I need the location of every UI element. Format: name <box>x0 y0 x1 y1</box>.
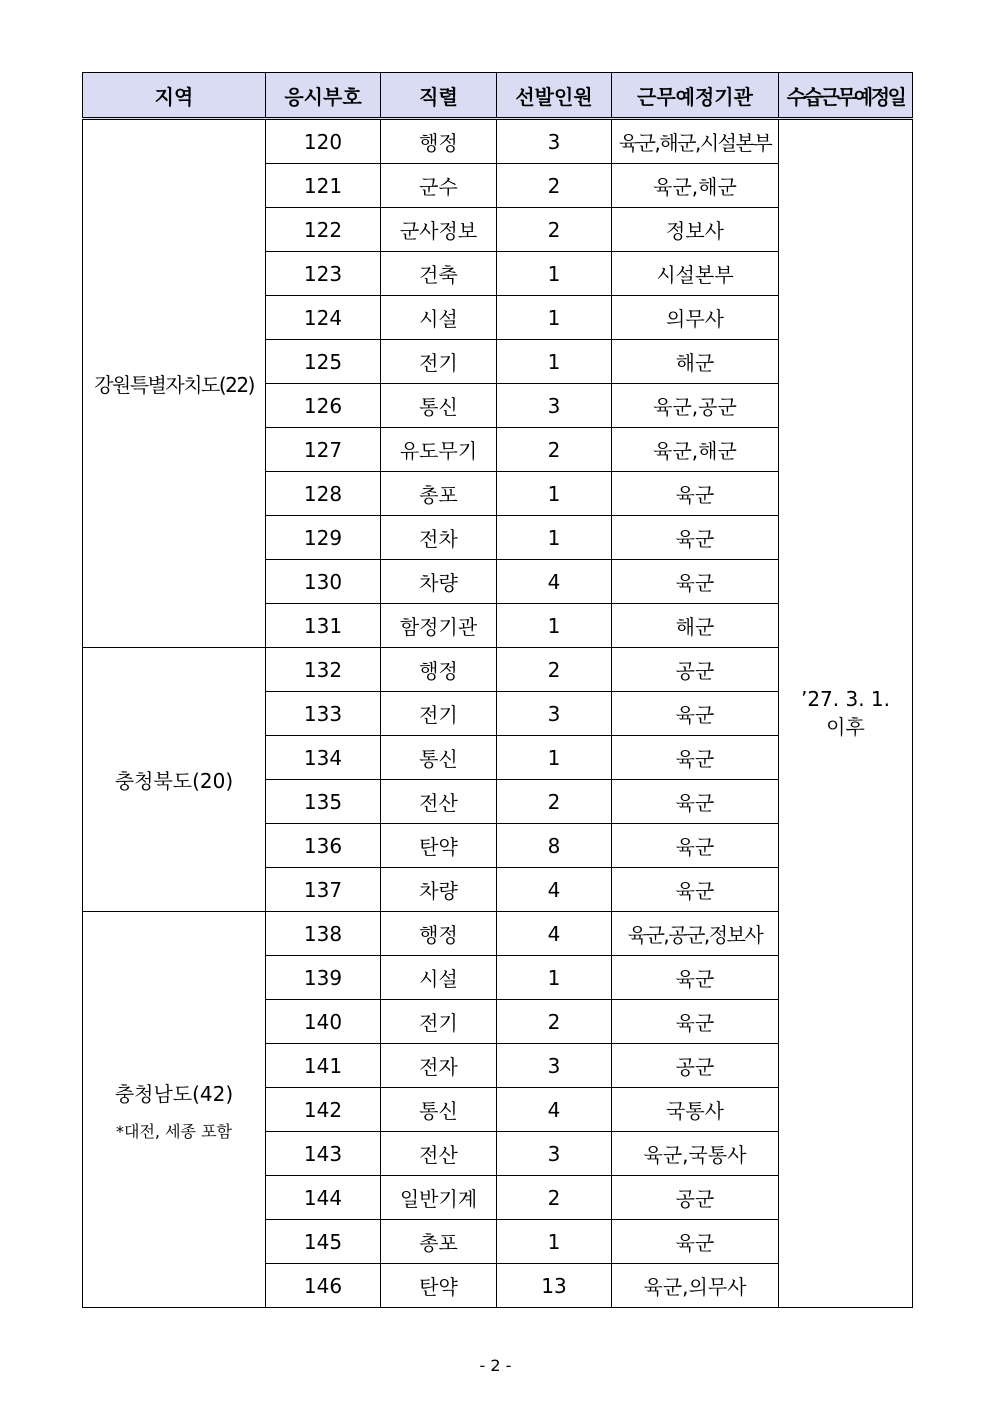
agency-cell: 육군,해군 <box>612 428 779 472</box>
job-series-cell: 전기 <box>381 340 497 384</box>
job-series-cell: 통신 <box>381 1088 497 1132</box>
job-series-cell: 전기 <box>381 1000 497 1044</box>
job-series-cell: 차량 <box>381 560 497 604</box>
exam-code-cell: 141 <box>266 1044 381 1088</box>
exam-code-cell: 139 <box>266 956 381 1000</box>
selection-count-cell: 1 <box>497 252 612 296</box>
selection-count-cell: 2 <box>497 1000 612 1044</box>
region-cell <box>83 119 266 648</box>
job-series-cell: 함정기관 <box>381 604 497 648</box>
exam-code-cell: 140 <box>266 1000 381 1044</box>
selection-count-cell: 8 <box>497 824 612 868</box>
agency-cell: 육군 <box>612 1000 779 1044</box>
agency-cell: 정보사 <box>612 208 779 252</box>
exam-code-cell: 126 <box>266 384 381 428</box>
selection-count-cell: 4 <box>497 868 612 912</box>
job-series-cell: 유도무기 <box>381 428 497 472</box>
job-series-cell: 통신 <box>381 384 497 428</box>
region-name: 충청남도(42) <box>114 1081 234 1106</box>
agency-cell: 육군 <box>612 736 779 780</box>
exam-code-cell: 127 <box>266 428 381 472</box>
exam-code-cell: 144 <box>266 1176 381 1220</box>
agency-cell: 육군,의무사 <box>612 1264 779 1308</box>
selection-count-cell: 4 <box>497 1088 612 1132</box>
agency-cell: 육군 <box>612 472 779 516</box>
selection-count-cell: 3 <box>497 384 612 428</box>
page-number: - 2 - <box>479 1356 512 1375</box>
agency-cell: 육군 <box>612 824 779 868</box>
agency-cell: 육군 <box>612 692 779 736</box>
job-series-cell: 전기 <box>381 692 497 736</box>
agency-cell: 해군 <box>612 340 779 384</box>
job-series-cell: 행정 <box>381 912 497 956</box>
selection-count-cell: 4 <box>497 912 612 956</box>
exam-code-cell: 124 <box>266 296 381 340</box>
header-region: 지역 <box>83 73 266 119</box>
region-name: 충청북도(20) <box>114 769 234 793</box>
agency-cell: 육군 <box>612 956 779 1000</box>
agency-cell: 의무사 <box>612 296 779 340</box>
start-date-suffix: 이후 <box>826 715 865 739</box>
selection-count-cell: 1 <box>497 296 612 340</box>
selection-count-cell: 2 <box>497 208 612 252</box>
agency-cell: 공군 <box>612 1044 779 1088</box>
exam-code-cell: 131 <box>266 604 381 648</box>
selection-count-cell: 1 <box>497 1220 612 1264</box>
exam-code-cell: 146 <box>266 1264 381 1308</box>
selection-count-cell: 1 <box>497 472 612 516</box>
exam-code-cell: 138 <box>266 912 381 956</box>
agency-cell: 해군 <box>612 604 779 648</box>
job-series-cell: 통신 <box>381 736 497 780</box>
selection-count-cell: 2 <box>497 164 612 208</box>
header-job-series: 직렬 <box>381 73 497 119</box>
agency-cell: 육군,해군,시설본부 <box>612 119 779 164</box>
exam-code-cell: 145 <box>266 1220 381 1264</box>
exam-code-cell: 135 <box>266 780 381 824</box>
job-series-cell: 시설 <box>381 296 497 340</box>
job-series-cell: 군수 <box>381 164 497 208</box>
exam-code-cell: 125 <box>266 340 381 384</box>
job-series-cell: 전산 <box>381 780 497 824</box>
agency-cell: 공군 <box>612 1176 779 1220</box>
exam-code-cell: 133 <box>266 692 381 736</box>
job-series-cell: 총포 <box>381 1220 497 1264</box>
agency-cell: 국통사 <box>612 1088 779 1132</box>
job-series-cell: 시설 <box>381 956 497 1000</box>
agency-cell: 육군 <box>612 780 779 824</box>
exam-code-cell: 136 <box>266 824 381 868</box>
start-date-value: ’27. 3. 1. <box>800 687 891 711</box>
job-series-cell: 일반기계 <box>381 1176 497 1220</box>
selection-count-cell: 4 <box>497 560 612 604</box>
selection-count-cell: 1 <box>497 956 612 1000</box>
agency-cell: 육군 <box>612 868 779 912</box>
region-note: *대전, 세종 포함 <box>116 1121 232 1141</box>
agency-cell: 육군,해군 <box>612 164 779 208</box>
agency-cell: 육군 <box>612 1220 779 1264</box>
selection-count-cell: 3 <box>497 119 612 164</box>
region-cell <box>83 648 266 912</box>
header-selection-count: 선발인원 <box>497 73 612 119</box>
exam-code-cell: 123 <box>266 252 381 296</box>
selection-count-cell: 2 <box>497 648 612 692</box>
job-series-cell: 전산 <box>381 1132 497 1176</box>
header-start-date: 수습근무예정일 <box>779 73 913 119</box>
agency-cell: 공군 <box>612 648 779 692</box>
agency-cell: 육군,국통사 <box>612 1132 779 1176</box>
job-series-cell: 군사정보 <box>381 208 497 252</box>
agency-cell: 육군,공군,정보사 <box>612 912 779 956</box>
exam-code-cell: 122 <box>266 208 381 252</box>
exam-code-cell: 130 <box>266 560 381 604</box>
table-row <box>83 119 913 164</box>
selection-count-cell: 1 <box>497 340 612 384</box>
exam-code-cell: 121 <box>266 164 381 208</box>
exam-code-cell: 128 <box>266 472 381 516</box>
job-series-cell: 탄약 <box>381 824 497 868</box>
selection-count-cell: 3 <box>497 692 612 736</box>
job-series-cell: 전자 <box>381 1044 497 1088</box>
region-cell <box>83 912 266 1308</box>
job-series-cell: 행정 <box>381 648 497 692</box>
exam-code-cell: 120 <box>266 119 381 164</box>
exam-code-cell: 134 <box>266 736 381 780</box>
selection-count-cell: 1 <box>497 604 612 648</box>
agency-cell: 육군,공군 <box>612 384 779 428</box>
selection-count-cell: 2 <box>497 1176 612 1220</box>
header-exam-code: 응시부호 <box>266 73 381 119</box>
selection-count-cell: 3 <box>497 1044 612 1088</box>
exam-code-cell: 137 <box>266 868 381 912</box>
selection-count-cell: 2 <box>497 780 612 824</box>
region-name: 강원특별자치도(22) <box>94 373 254 397</box>
selection-count-cell: 1 <box>497 736 612 780</box>
job-series-cell: 총포 <box>381 472 497 516</box>
job-series-cell: 건축 <box>381 252 497 296</box>
job-series-cell: 탄약 <box>381 1264 497 1308</box>
header-agency: 근무예정기관 <box>612 73 779 119</box>
exam-code-cell: 142 <box>266 1088 381 1132</box>
exam-code-cell: 129 <box>266 516 381 560</box>
job-series-cell: 행정 <box>381 119 497 164</box>
job-series-cell: 차량 <box>381 868 497 912</box>
exam-code-cell: 132 <box>266 648 381 692</box>
selection-count-cell: 2 <box>497 428 612 472</box>
table-header-row <box>83 73 913 119</box>
start-date-cell <box>779 119 913 1308</box>
agency-cell: 육군 <box>612 560 779 604</box>
exam-code-cell: 143 <box>266 1132 381 1176</box>
selection-count-cell: 3 <box>497 1132 612 1176</box>
selection-count-cell: 13 <box>497 1264 612 1308</box>
job-series-cell: 전차 <box>381 516 497 560</box>
selection-count-cell: 1 <box>497 516 612 560</box>
agency-cell: 육군 <box>612 516 779 560</box>
recruitment-table <box>82 72 913 1308</box>
agency-cell: 시설본부 <box>612 252 779 296</box>
